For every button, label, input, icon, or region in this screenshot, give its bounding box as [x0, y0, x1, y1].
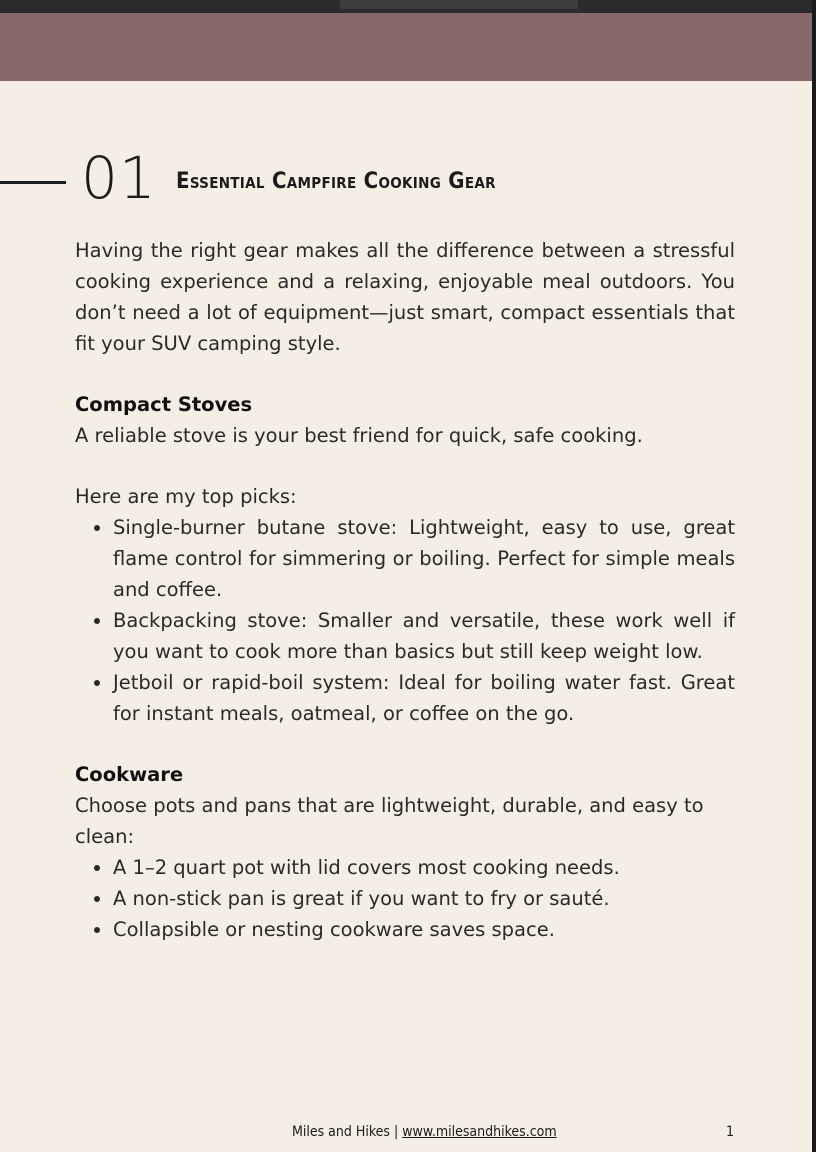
viewer-scrollbar[interactable]: [812, 0, 816, 1152]
list-item: • A 1–2 quart pot with lid covers most cooking needs.: [113, 852, 735, 883]
viewer-tab[interactable]: [340, 0, 578, 9]
page-footer: [0, 1122, 816, 1142]
stoves-text: A reliable stove is your best friend for quick, safe cooking.: [75, 424, 643, 447]
chapter-title: Essential Campfire Cooking Gear: [176, 169, 496, 194]
cookware-list: [75, 852, 735, 945]
intro-paragraph: Having the right gear makes all the difference between a stressful cooking experience and a relaxing, enjoyable meal outdoors. You don’t need a lot of equipment—just smart, compact essentials that fit your SUV camping style.: [75, 239, 735, 355]
list-item: • Collapsible or nesting cookware saves space.: [113, 914, 735, 945]
list-item: • Backpacking stove: Smaller and versatile, these work well if you want to cook more than basics but still keep weight low.: [113, 605, 735, 667]
page-number: 1: [726, 1124, 735, 1140]
chapter-rule: [0, 181, 66, 184]
stoves-list: [75, 512, 735, 729]
viewer-toolbar: [0, 0, 816, 13]
stoves-heading: Compact Stoves: [75, 393, 253, 416]
footer-brand: Miles and Hikes |: [292, 1124, 403, 1140]
chapter-number: 01: [81, 144, 157, 212]
cookware-text: Choose pots and pans that are lightweight, durable, and easy to clean:: [75, 794, 704, 848]
footer-website-link[interactable]: www.milesandhikes.com: [402, 1124, 557, 1140]
cookware-heading: Cookware: [75, 763, 184, 786]
header-banner: [0, 13, 812, 81]
list-item: • Jetboil or rapid-boil system: Ideal for boiling water fast. Great for instant meals, oatmeal, or coffee on the go.: [113, 667, 735, 729]
page-content: [75, 235, 735, 945]
list-item: • Single-burner butane stove: Lightweight, easy to use, great flame control for simmering or boiling. Perfect for simple meals and coffee.: [113, 512, 735, 605]
picks-intro: Here are my top picks:: [75, 485, 297, 508]
list-item: • A non-stick pan is great if you want to fry or sauté.: [113, 883, 735, 914]
